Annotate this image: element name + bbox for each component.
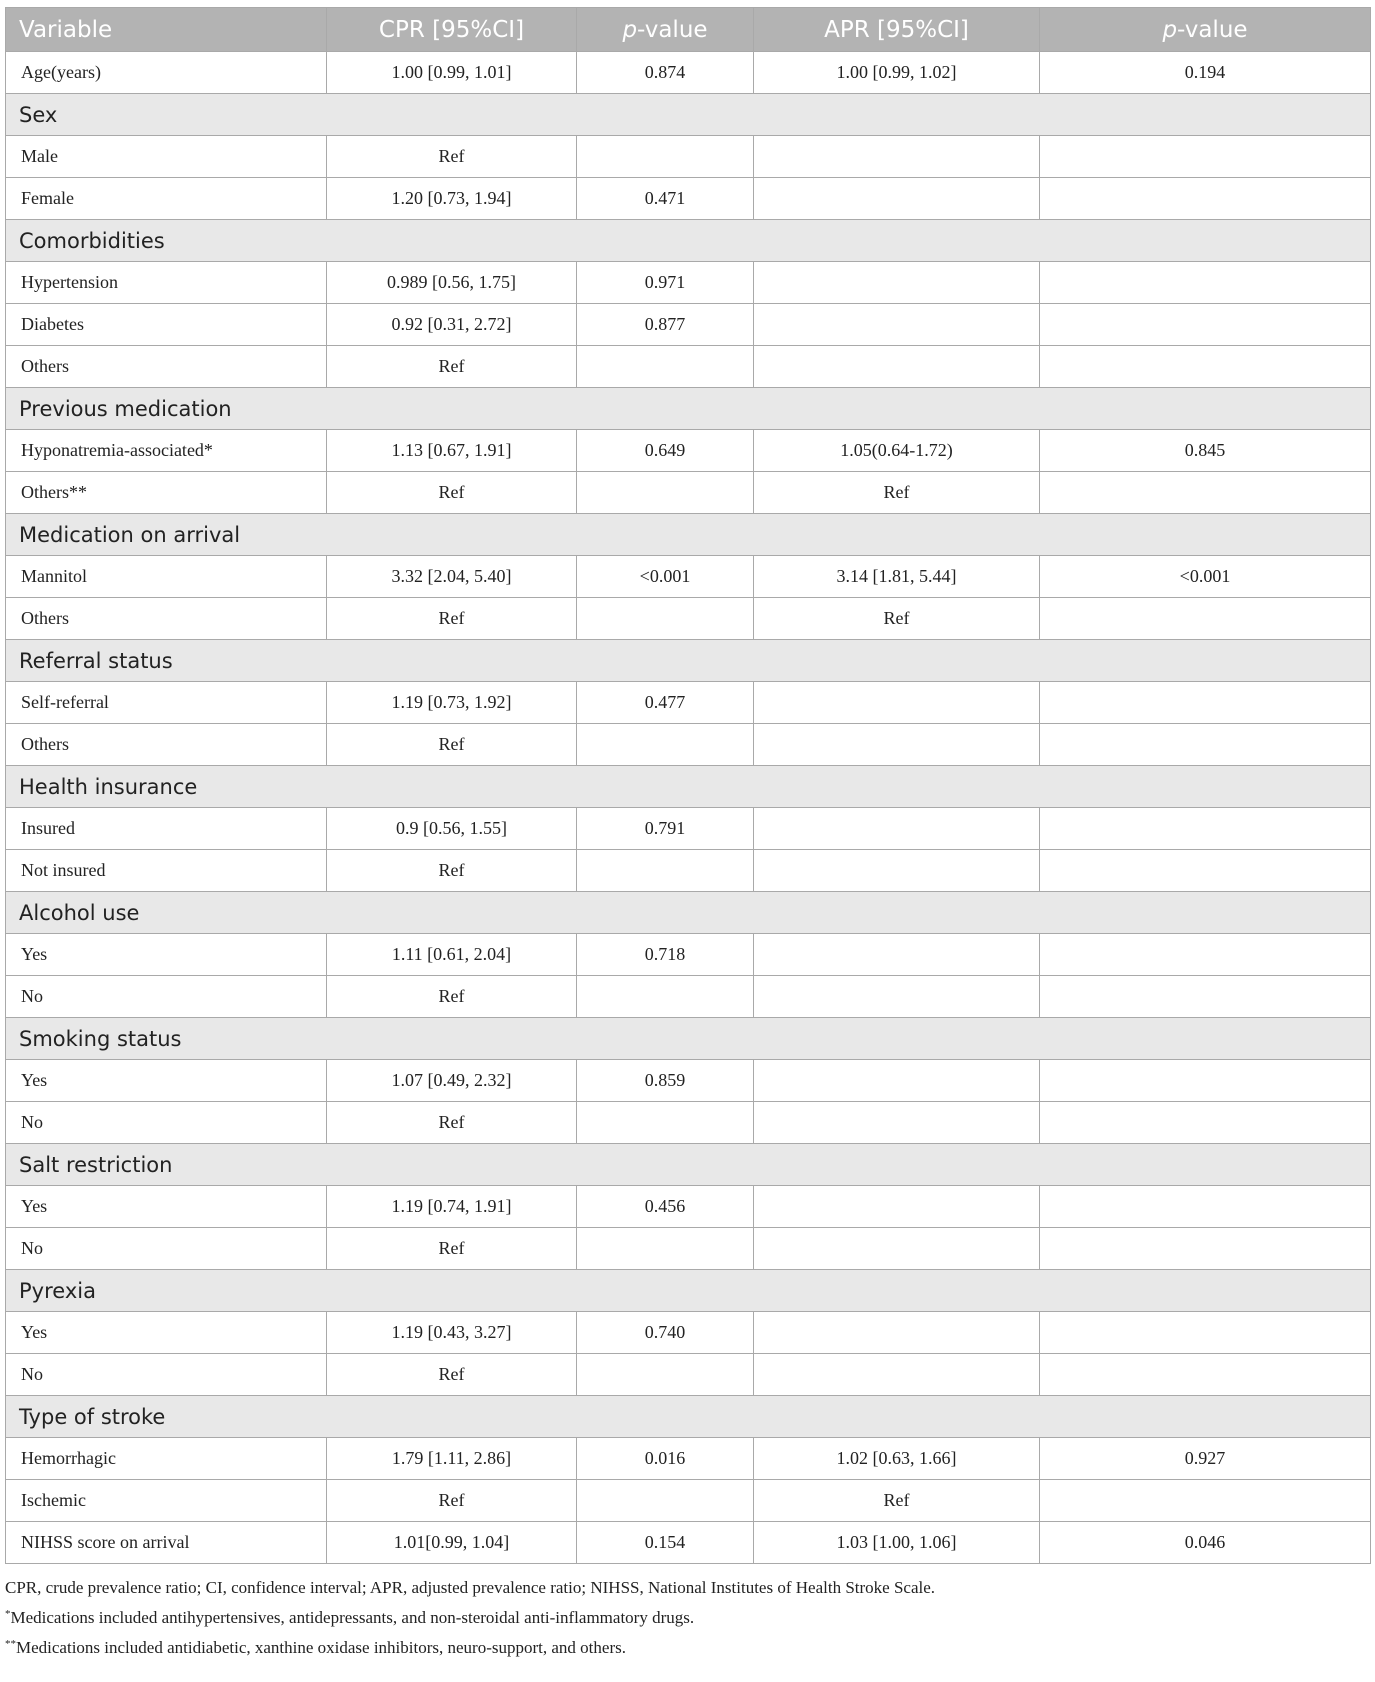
apr-cell <box>754 808 1040 850</box>
section-label: Medication on arrival <box>6 514 1371 556</box>
table-row <box>6 1186 1371 1228</box>
apr-cell <box>754 1102 1040 1144</box>
header-p-letter: p <box>1162 16 1178 43</box>
cpr-p-value-cell: 0.718 <box>577 934 754 976</box>
table-row <box>6 346 1371 388</box>
header-p-suffix: -value <box>637 16 708 43</box>
apr-p-value-cell <box>1040 1312 1371 1354</box>
apr-p-value-cell <box>1040 472 1371 514</box>
section-label: Smoking status <box>6 1018 1371 1060</box>
apr-cell <box>754 1186 1040 1228</box>
cpr-cell: 1.13 [0.67, 1.91] <box>327 430 577 472</box>
cpr-p-value-cell <box>577 1354 754 1396</box>
cpr-p-value-cell <box>577 1480 754 1522</box>
cpr-p-value-cell <box>577 136 754 178</box>
section-row <box>6 94 1371 136</box>
apr-cell: 1.02 [0.63, 1.66] <box>754 1438 1040 1480</box>
row-label: Female <box>6 178 327 220</box>
cpr-cell: Ref <box>327 850 577 892</box>
section-label: Type of stroke <box>6 1396 1371 1438</box>
table-row <box>6 1480 1371 1522</box>
cpr-p-value-cell <box>577 346 754 388</box>
footnote-2-text: Medications included antidiabetic, xanthine oxidase inhibitors, neuro-support, and others. <box>16 1638 626 1657</box>
cpr-cell: 1.07 [0.49, 2.32] <box>327 1060 577 1102</box>
table-row <box>6 1354 1371 1396</box>
row-label: Others <box>6 724 327 766</box>
header-p-letter: p <box>622 16 638 43</box>
section-row <box>6 388 1371 430</box>
section-row <box>6 220 1371 262</box>
table-row <box>6 934 1371 976</box>
section-row <box>6 1018 1371 1060</box>
section-label: Pyrexia <box>6 1270 1371 1312</box>
row-label: Hypertension <box>6 262 327 304</box>
header-p-suffix: -value <box>1177 16 1248 43</box>
apr-p-value-cell <box>1040 262 1371 304</box>
table-row <box>6 262 1371 304</box>
apr-p-value-cell <box>1040 1060 1371 1102</box>
footnote-2 <box>5 1631 1370 1661</box>
cpr-p-value-cell: 0.649 <box>577 430 754 472</box>
apr-cell <box>754 850 1040 892</box>
section-label: Sex <box>6 94 1371 136</box>
cpr-cell: 1.01[0.99, 1.04] <box>327 1522 577 1564</box>
table-row <box>6 178 1371 220</box>
apr-p-value-cell: 0.845 <box>1040 430 1371 472</box>
table-row <box>6 472 1371 514</box>
cpr-p-value-cell: 0.477 <box>577 682 754 724</box>
row-label: No <box>6 1228 327 1270</box>
apr-p-value-cell <box>1040 682 1371 724</box>
header-apr: APR [95%CI] <box>754 8 1040 52</box>
section-row <box>6 892 1371 934</box>
apr-p-value-cell <box>1040 934 1371 976</box>
row-label: Insured <box>6 808 327 850</box>
apr-p-value-cell: <0.001 <box>1040 556 1371 598</box>
footnote-1 <box>5 1601 1370 1631</box>
row-label: Yes <box>6 1060 327 1102</box>
apr-p-value-cell <box>1040 976 1371 1018</box>
cpr-p-value-cell <box>577 724 754 766</box>
apr-p-value-cell <box>1040 1480 1371 1522</box>
cpr-cell: 3.32 [2.04, 5.40] <box>327 556 577 598</box>
table-body <box>6 52 1371 1564</box>
cpr-cell: Ref <box>327 598 577 640</box>
apr-p-value-cell <box>1040 304 1371 346</box>
row-label: NIHSS score on arrival <box>6 1522 327 1564</box>
apr-p-value-cell: 0.194 <box>1040 52 1371 94</box>
apr-p-value-cell <box>1040 136 1371 178</box>
cpr-p-value-cell: <0.001 <box>577 556 754 598</box>
apr-cell: Ref <box>754 472 1040 514</box>
header-cpr: CPR [95%CI] <box>327 8 577 52</box>
cpr-p-value-cell <box>577 472 754 514</box>
apr-cell <box>754 346 1040 388</box>
section-row <box>6 1396 1371 1438</box>
apr-p-value-cell <box>1040 346 1371 388</box>
table-row <box>6 1312 1371 1354</box>
section-label: Previous medication <box>6 388 1371 430</box>
table-row <box>6 1228 1371 1270</box>
footnote-1-text: Medications included antihypertensives, antidepressants, and non-steroidal anti-inflammatory drugs. <box>10 1608 695 1627</box>
section-label: Health insurance <box>6 766 1371 808</box>
table-row <box>6 430 1371 472</box>
section-label: Salt restriction <box>6 1144 1371 1186</box>
cpr-cell: Ref <box>327 976 577 1018</box>
table-row <box>6 850 1371 892</box>
table-header-row <box>6 8 1371 52</box>
apr-cell: 1.05(0.64-1.72) <box>754 430 1040 472</box>
footnote-abbreviations: CPR, crude prevalence ratio; CI, confidence interval; APR, adjusted prevalence ratio; NIHSS, National Institutes of Health Stroke Scale. <box>5 1578 936 1597</box>
cpr-p-value-cell <box>577 850 754 892</box>
apr-p-value-cell <box>1040 1102 1371 1144</box>
row-label: Others <box>6 598 327 640</box>
cpr-cell: Ref <box>327 1354 577 1396</box>
cpr-p-value-cell: 0.740 <box>577 1312 754 1354</box>
section-row <box>6 1270 1371 1312</box>
cpr-p-value-cell: 0.456 <box>577 1186 754 1228</box>
section-row <box>6 514 1371 556</box>
header-p-value-2 <box>1040 8 1371 52</box>
table-row <box>6 808 1371 850</box>
row-label: Hemorrhagic <box>6 1438 327 1480</box>
cpr-cell: 1.79 [1.11, 2.86] <box>327 1438 577 1480</box>
table-row <box>6 682 1371 724</box>
apr-cell: Ref <box>754 598 1040 640</box>
prevalence-ratio-table <box>5 7 1371 1564</box>
cpr-cell: 1.19 [0.73, 1.92] <box>327 682 577 724</box>
apr-cell <box>754 934 1040 976</box>
cpr-p-value-cell: 0.859 <box>577 1060 754 1102</box>
cpr-cell: 1.19 [0.74, 1.91] <box>327 1186 577 1228</box>
row-label: Yes <box>6 1186 327 1228</box>
row-label: Others** <box>6 472 327 514</box>
section-row <box>6 1144 1371 1186</box>
cpr-cell: 1.19 [0.43, 3.27] <box>327 1312 577 1354</box>
apr-cell <box>754 1354 1040 1396</box>
cpr-p-value-cell <box>577 598 754 640</box>
cpr-cell: 1.20 [0.73, 1.94] <box>327 178 577 220</box>
table-row <box>6 136 1371 178</box>
apr-cell: Ref <box>754 1480 1040 1522</box>
row-label: No <box>6 1354 327 1396</box>
apr-p-value-cell: 0.927 <box>1040 1438 1371 1480</box>
footnote-1-mark: * <box>5 1608 11 1620</box>
apr-p-value-cell <box>1040 1228 1371 1270</box>
apr-cell <box>754 262 1040 304</box>
table-row <box>6 304 1371 346</box>
row-label: Diabetes <box>6 304 327 346</box>
cpr-cell: 1.11 [0.61, 2.04] <box>327 934 577 976</box>
apr-cell: 1.03 [1.00, 1.06] <box>754 1522 1040 1564</box>
table-footnotes <box>5 1574 1370 1661</box>
table-row <box>6 1102 1371 1144</box>
apr-p-value-cell <box>1040 808 1371 850</box>
row-label: Not insured <box>6 850 327 892</box>
row-label: Hyponatremia-associated* <box>6 430 327 472</box>
cpr-p-value-cell <box>577 976 754 1018</box>
table-row <box>6 52 1371 94</box>
apr-cell: 3.14 [1.81, 5.44] <box>754 556 1040 598</box>
cpr-cell: Ref <box>327 1102 577 1144</box>
cpr-p-value-cell: 0.016 <box>577 1438 754 1480</box>
apr-p-value-cell <box>1040 598 1371 640</box>
table-row <box>6 724 1371 766</box>
cpr-cell: 1.00 [0.99, 1.01] <box>327 52 577 94</box>
cpr-p-value-cell: 0.877 <box>577 304 754 346</box>
section-label: Comorbidities <box>6 220 1371 262</box>
section-row <box>6 766 1371 808</box>
cpr-cell: Ref <box>327 1228 577 1270</box>
results-table-container <box>5 7 1370 1661</box>
cpr-cell: Ref <box>327 724 577 766</box>
apr-cell <box>754 976 1040 1018</box>
apr-p-value-cell <box>1040 1186 1371 1228</box>
row-label: Ischemic <box>6 1480 327 1522</box>
apr-cell <box>754 724 1040 766</box>
table-row <box>6 598 1371 640</box>
cpr-p-value-cell: 0.874 <box>577 52 754 94</box>
cpr-cell: 0.92 [0.31, 2.72] <box>327 304 577 346</box>
table-row <box>6 556 1371 598</box>
apr-cell <box>754 1060 1040 1102</box>
row-label: Self-referral <box>6 682 327 724</box>
cpr-p-value-cell: 0.791 <box>577 808 754 850</box>
cpr-p-value-cell <box>577 1228 754 1270</box>
cpr-cell: Ref <box>327 346 577 388</box>
row-label: Yes <box>6 934 327 976</box>
apr-p-value-cell <box>1040 1354 1371 1396</box>
apr-cell <box>754 304 1040 346</box>
table-row <box>6 1522 1371 1564</box>
apr-p-value-cell <box>1040 850 1371 892</box>
header-variable: Variable <box>6 8 327 52</box>
row-label: Yes <box>6 1312 327 1354</box>
apr-cell <box>754 1228 1040 1270</box>
table-row <box>6 1438 1371 1480</box>
section-label: Referral status <box>6 640 1371 682</box>
cpr-p-value-cell: 0.471 <box>577 178 754 220</box>
apr-cell <box>754 136 1040 178</box>
apr-p-value-cell <box>1040 178 1371 220</box>
row-label: No <box>6 1102 327 1144</box>
table-row <box>6 1060 1371 1102</box>
footnote-2-mark: ** <box>5 1638 16 1650</box>
cpr-p-value-cell: 0.971 <box>577 262 754 304</box>
cpr-cell: 0.9 [0.56, 1.55] <box>327 808 577 850</box>
cpr-p-value-cell <box>577 1102 754 1144</box>
cpr-cell: Ref <box>327 472 577 514</box>
row-label: No <box>6 976 327 1018</box>
apr-p-value-cell <box>1040 724 1371 766</box>
cpr-cell: Ref <box>327 1480 577 1522</box>
apr-cell <box>754 178 1040 220</box>
apr-cell: 1.00 [0.99, 1.02] <box>754 52 1040 94</box>
row-label: Others <box>6 346 327 388</box>
table-row <box>6 976 1371 1018</box>
apr-p-value-cell: 0.046 <box>1040 1522 1371 1564</box>
cpr-p-value-cell: 0.154 <box>577 1522 754 1564</box>
cpr-cell: 0.989 [0.56, 1.75] <box>327 262 577 304</box>
section-row <box>6 640 1371 682</box>
apr-cell <box>754 1312 1040 1354</box>
section-label: Alcohol use <box>6 892 1371 934</box>
row-label: Age(years) <box>6 52 327 94</box>
row-label: Male <box>6 136 327 178</box>
apr-cell <box>754 682 1040 724</box>
row-label: Mannitol <box>6 556 327 598</box>
cpr-cell: Ref <box>327 136 577 178</box>
header-p-value-1 <box>577 8 754 52</box>
